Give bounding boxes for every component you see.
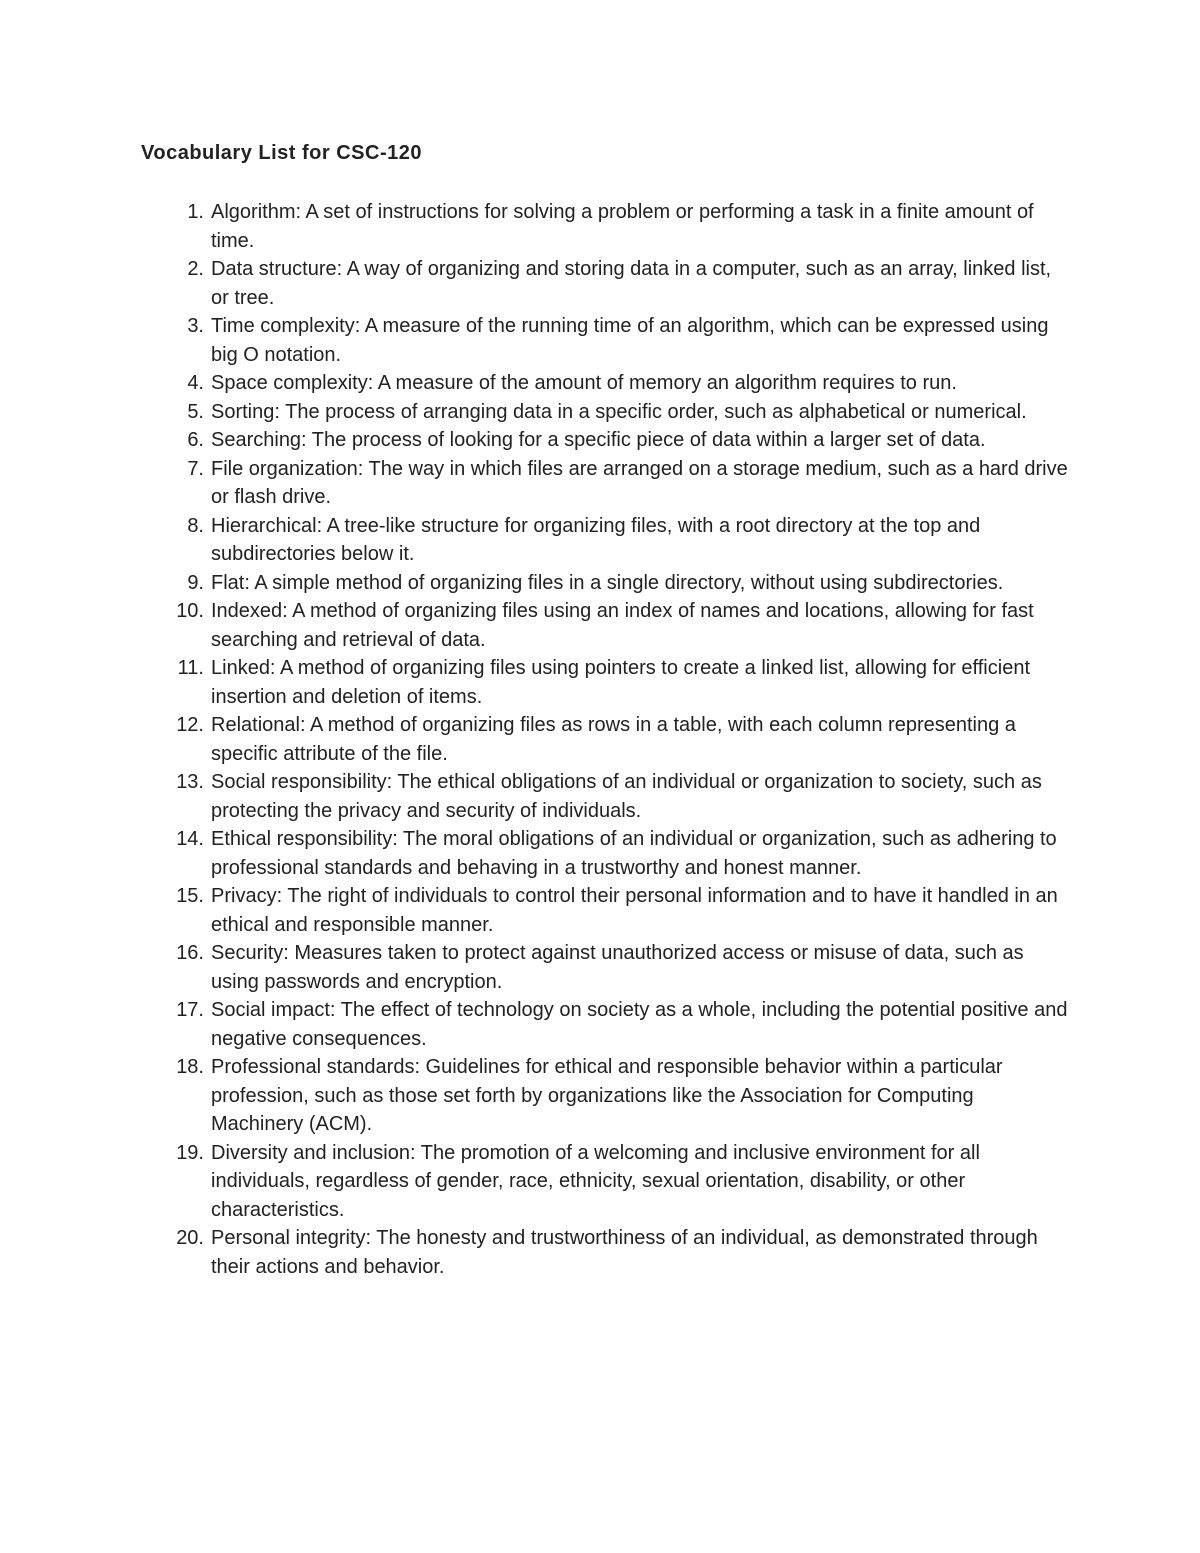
list-item xyxy=(141,882,1071,939)
list-item-text: Data structure: A way of organizing and storing data in a computer, such as an array, linked list, or tree. xyxy=(211,258,1052,309)
list-item xyxy=(141,768,1071,825)
list-item-text: Social responsibility: The ethical obligations of an individual or organization to society, such as protecting the privacy and security of individuals. xyxy=(211,771,1042,822)
list-item-text: Linked: A method of organizing files using pointers to create a linked list, allowing for efficient insertion and deletion of items. xyxy=(211,657,1030,708)
list-item-number: 16. xyxy=(176,942,204,964)
list-item-text: Diversity and inclusion: The promotion of a welcoming and inclusive environment for all individuals, regardless of gender, race, ethnicity, sexual orientation, disability, or other characteristics. xyxy=(211,1141,980,1221)
list-item-number: 13. xyxy=(176,771,204,793)
list-item xyxy=(141,654,1071,711)
list-item-number: 12. xyxy=(176,714,204,736)
list-item-number: 8. xyxy=(187,514,204,537)
list-item xyxy=(141,426,1071,455)
list-item-text: Searching: The process of looking for a specific piece of data within a larger set of data. xyxy=(211,429,986,451)
list-item-number: 10. xyxy=(176,600,204,622)
list-item-number: 20. xyxy=(176,1227,204,1249)
list-item xyxy=(141,569,1071,598)
list-item xyxy=(141,597,1071,654)
document-title: Vocabulary List for CSC-120 xyxy=(141,142,422,164)
list-item xyxy=(141,512,1071,569)
list-item-text: Space complexity: A measure of the amount of memory an algorithm requires to run. xyxy=(211,372,957,394)
list-item-number: 3. xyxy=(187,315,204,337)
list-item-number: 5. xyxy=(187,400,204,423)
list-item-number: 15. xyxy=(176,885,204,907)
list-item-number: 11. xyxy=(177,657,204,679)
list-item xyxy=(141,255,1071,312)
list-item-number: 19. xyxy=(176,1141,204,1164)
list-item-text: Time complexity: A measure of the running time of an algorithm, which can be expressed using big O notation. xyxy=(211,315,1049,366)
list-item-text: Personal integrity: The honesty and trustworthiness of an individual, as demonstrated through their actions and behavior. xyxy=(211,1227,1038,1278)
list-item-number: 18. xyxy=(176,1056,204,1078)
list-item-number: 4. xyxy=(187,372,204,394)
list-item-number: 7. xyxy=(187,457,204,480)
list-item xyxy=(141,1224,1071,1281)
list-item-number: 14. xyxy=(176,828,204,850)
list-item xyxy=(141,996,1071,1053)
list-item-text: Social impact: The effect of technology on society as a whole, including the potential positive and negative consequences. xyxy=(211,999,1068,1050)
list-item xyxy=(141,825,1071,882)
list-item-text: Ethical responsibility: The moral obligations of an individual or organization, such as adhering to professional standards and behaving in a trustworthy and honest manner. xyxy=(211,828,1057,879)
list-item-text: Algorithm: A set of instructions for solving a problem or performing a task in a finite amount of time. xyxy=(211,201,1034,252)
list-item-number: 6. xyxy=(187,429,204,451)
list-item-text: Privacy: The right of individuals to control their personal information and to have it handled in an ethical and responsible manner. xyxy=(211,885,1058,936)
list-item-text: Hierarchical: A tree-like structure for organizing files, with a root directory at the top and subdirectories below it. xyxy=(211,514,981,565)
list-item-number: 17. xyxy=(176,999,204,1021)
list-item xyxy=(141,312,1071,369)
list-item xyxy=(141,1139,1071,1225)
list-item xyxy=(141,711,1071,768)
list-item-number: 1. xyxy=(187,201,204,223)
list-item xyxy=(141,1053,1071,1139)
list-item-number: 9. xyxy=(187,571,204,594)
list-item-text: Security: Measures taken to protect against unauthorized access or misuse of data, such as using passwords and encryption. xyxy=(211,942,1024,993)
list-item xyxy=(141,369,1071,398)
list-item xyxy=(141,198,1071,255)
list-item-text: File organization: The way in which files are arranged on a storage medium, such as a hard drive or flash drive. xyxy=(211,457,1068,508)
list-item xyxy=(141,455,1071,512)
list-item-text: Sorting: The process of arranging data in a specific order, such as alphabetical or numerical. xyxy=(211,400,1027,423)
list-item xyxy=(141,939,1071,996)
vocabulary-list xyxy=(141,198,1071,1281)
list-item xyxy=(141,398,1071,427)
list-item-text: Professional standards: Guidelines for ethical and responsible behavior within a particular profession, such as those set forth by organizations like the Association for Computing Machinery (ACM). xyxy=(211,1056,1003,1135)
list-item-number: 2. xyxy=(187,258,204,280)
list-item-text: Flat: A simple method of organizing files in a single directory, without using subdirectories. xyxy=(211,571,1004,594)
list-item-text: Indexed: A method of organizing files using an index of names and locations, allowing for fast searching and retrieval of data. xyxy=(211,600,1034,651)
list-item-text: Relational: A method of organizing files as rows in a table, with each column representing a specific attribute of the file. xyxy=(211,714,1016,765)
